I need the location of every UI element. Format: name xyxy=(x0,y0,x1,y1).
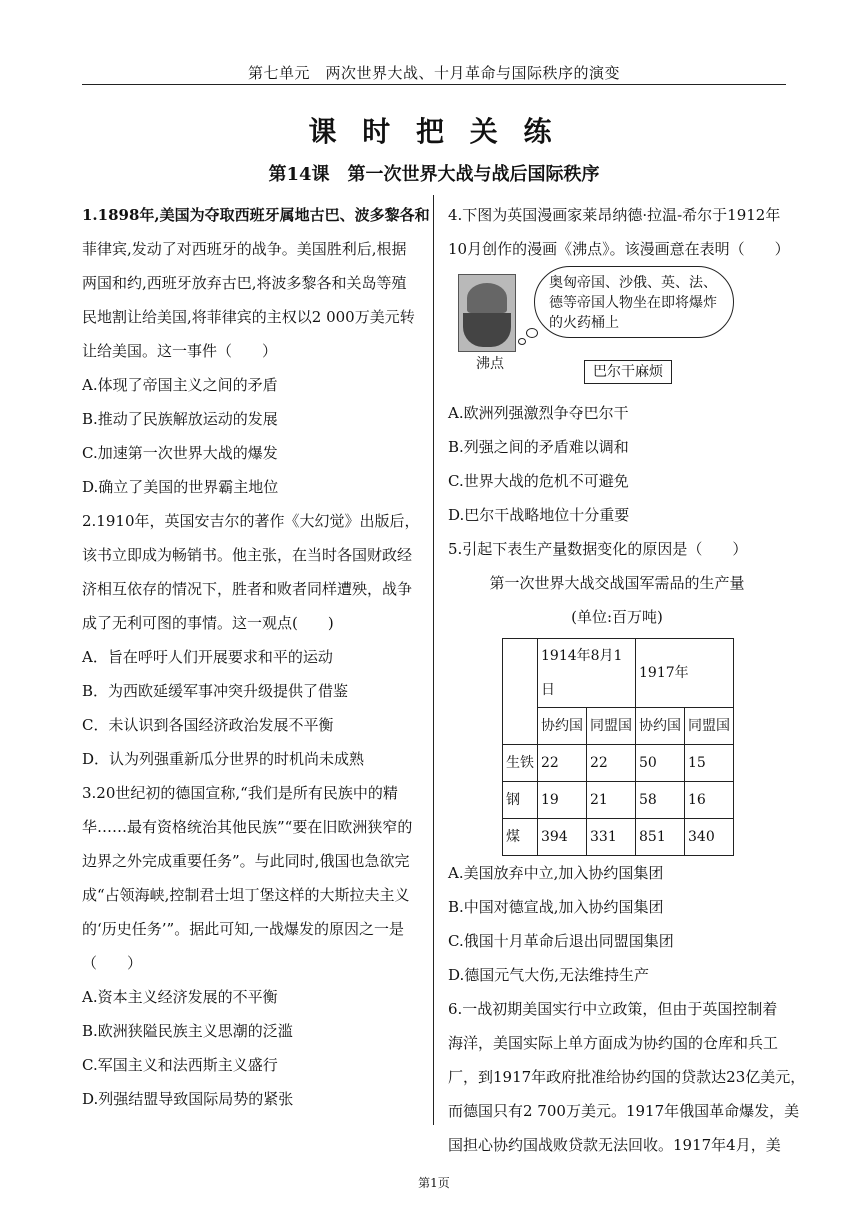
table-header-cell: 1917年 xyxy=(636,639,734,708)
page-number: 第1页 xyxy=(418,1176,450,1190)
text-line: 的‘历史任务’”。据此可知,一战爆发的原因之一是 xyxy=(82,920,404,938)
option-line: A.体现了帝国主义之间的矛盾 xyxy=(82,376,278,394)
thought-cloud: 奥匈帝国、沙俄、英、法、德等帝国人物坐在即将爆炸的火药桶上 xyxy=(534,266,734,338)
text-line: 两国和约,西班牙放弃古巴,将波多黎各和关岛等殖 xyxy=(82,274,407,292)
option-line: D.列强结盟导致国际局势的紧张 xyxy=(82,1090,294,1108)
option-line: B.欧洲狭隘民族主义思潮的泛滥 xyxy=(82,1022,293,1040)
text-line: 6.一战初期美国实行中立政策，但由于英国控制着 xyxy=(448,1000,778,1018)
text-line: 菲律宾,发动了对西班牙的战争。美国胜利后,根据 xyxy=(82,240,407,258)
option-line: C.军国主义和法西斯主义盛行 xyxy=(82,1056,278,1074)
balkan-label-box: 巴尔干麻烦 xyxy=(584,360,672,384)
table-row xyxy=(503,745,734,782)
text-line: 5.引起下表生产量数据变化的原因是（ ） xyxy=(448,540,748,558)
text-line: （ ） xyxy=(82,954,143,972)
column-divider xyxy=(433,195,434,1125)
row-label: 钢 xyxy=(503,782,538,819)
page-title: 课 时 把 关 练 xyxy=(308,115,560,148)
comic-figure xyxy=(448,266,786,396)
table-cell xyxy=(503,639,538,745)
option-line: C.俄国十月革命后退出同盟国集团 xyxy=(448,932,674,950)
table-cell: 21 xyxy=(587,782,636,819)
table-cell: 394 xyxy=(538,819,587,856)
table-header-cell: 同盟国 xyxy=(685,708,734,745)
text-line: 而德国只有2 700万美元。1917年俄国革命爆发，美 xyxy=(448,1102,800,1120)
option-line: A.欧洲列强激烈争夺巴尔干 xyxy=(448,404,629,422)
text-line: 民地割让给美国,将菲律宾的主权以2 000万美元转 xyxy=(82,308,415,326)
text-line: 让给美国。这一事件（ ） xyxy=(82,342,278,360)
table-row xyxy=(503,708,734,745)
option-line: C.世界大战的危机不可避免 xyxy=(448,472,629,490)
table-header-cell: 1914年8月1日 xyxy=(538,639,636,708)
text-line: 成“占领海峡,控制君士坦丁堡这样的大斯拉夫主义 xyxy=(82,886,410,904)
row-label: 生铁 xyxy=(503,745,538,782)
table-cell: 22 xyxy=(538,745,587,782)
table-cell: 19 xyxy=(538,782,587,819)
text-line: 2.1910年，英国安吉尔的著作《大幻觉》出版后， xyxy=(82,512,420,530)
table-cell: 331 xyxy=(587,819,636,856)
option-line: A．旨在呼吁人们开展要求和平的运动 xyxy=(82,648,333,666)
option-line: B．为西欧延缓军事冲突升级提供了借鉴 xyxy=(82,682,349,700)
option-line: A.资本主义经济发展的不平衡 xyxy=(82,988,278,1006)
right-column xyxy=(448,198,806,1162)
option-line: B.列强之间的矛盾难以调和 xyxy=(448,438,629,456)
option-line: C.加速第一次世界大战的爆发 xyxy=(82,444,278,462)
comic-image xyxy=(458,274,516,352)
table-header-cell: 协约国 xyxy=(538,708,587,745)
header-rule xyxy=(82,84,786,85)
table-cell: 340 xyxy=(685,819,734,856)
option-line: B.推动了民族解放运动的发展 xyxy=(82,410,278,428)
text-line: 成了无利可图的事情。这一观点( ) xyxy=(82,614,334,632)
table-cell: 15 xyxy=(685,745,734,782)
text-line: 1.1898年,美国为夺取西班牙属地古巴、波多黎各和 xyxy=(82,206,430,224)
table-title: 第一次世界大战交战国军需品的生产量 xyxy=(489,574,745,592)
table-header-cell: 协约国 xyxy=(636,708,685,745)
option-line: D.确立了美国的世界霸主地位 xyxy=(82,478,279,496)
text-line: 边界之外完成重要任务”。与此同时,俄国也急欲完 xyxy=(82,852,410,870)
row-label: 煤 xyxy=(503,819,538,856)
table-row xyxy=(503,639,734,708)
table-header-cell: 同盟国 xyxy=(587,708,636,745)
table-row xyxy=(503,819,734,856)
unit-header: 第七单元 两次世界大战、十月革命与国际秩序的演变 xyxy=(247,64,620,82)
table-cell: 851 xyxy=(636,819,685,856)
left-column xyxy=(82,198,430,1116)
text-line: 海洋，美国实际上单方面成为协约国的仓库和兵工 xyxy=(448,1034,779,1052)
lesson-subtitle: 第14课 第一次世界大战与战后国际秩序 xyxy=(268,164,600,185)
text-line: 10月创作的漫画《沸点》。该漫画意在表明（ ） xyxy=(448,240,790,258)
text-line: 济相互依存的情况下，胜者和败者同样遭殃，战争 xyxy=(82,580,413,598)
option-line: B.中国对德宣战,加入协约国集团 xyxy=(448,898,664,916)
table-unit: (单位:百万吨) xyxy=(571,608,663,626)
table-cell: 22 xyxy=(587,745,636,782)
text-line: 国担心协约国战败贷款无法回收。1917年4月，美 xyxy=(448,1136,781,1154)
option-line: C．未认识到各国经济政治发展不平衡 xyxy=(82,716,334,734)
table-cell: 16 xyxy=(685,782,734,819)
option-line: A.美国放弃中立,加入协约国集团 xyxy=(448,864,664,882)
table-cell: 58 xyxy=(636,782,685,819)
text-line: 3.20世纪初的德国宣称,“我们是所有民族中的精 xyxy=(82,784,398,802)
text-line: 华……最有资格统治其他民族”“要在旧欧洲狭窄的 xyxy=(82,818,413,836)
cloud-tail xyxy=(518,338,526,345)
option-line: D.德国元气大伤,无法维持生产 xyxy=(448,966,650,984)
option-line: D．认为列强重新瓜分世界的时机尚未成熟 xyxy=(82,750,365,768)
text-line: 厂，到1917年政府批准给协约国的贷款达23亿美元， xyxy=(448,1068,806,1086)
comic-caption: 沸点 xyxy=(476,356,504,372)
production-table xyxy=(502,638,734,856)
table-row xyxy=(503,782,734,819)
option-line: D.巴尔干战略地位十分重要 xyxy=(448,506,630,524)
cloud-tail xyxy=(526,328,538,338)
table-cell: 50 xyxy=(636,745,685,782)
text-line: 4.下图为英国漫画家莱昂纳德·拉温-希尔于1912年 xyxy=(448,206,781,224)
text-line: 该书立即成为畅销书。他主张，在当时各国财政经 xyxy=(82,546,413,564)
